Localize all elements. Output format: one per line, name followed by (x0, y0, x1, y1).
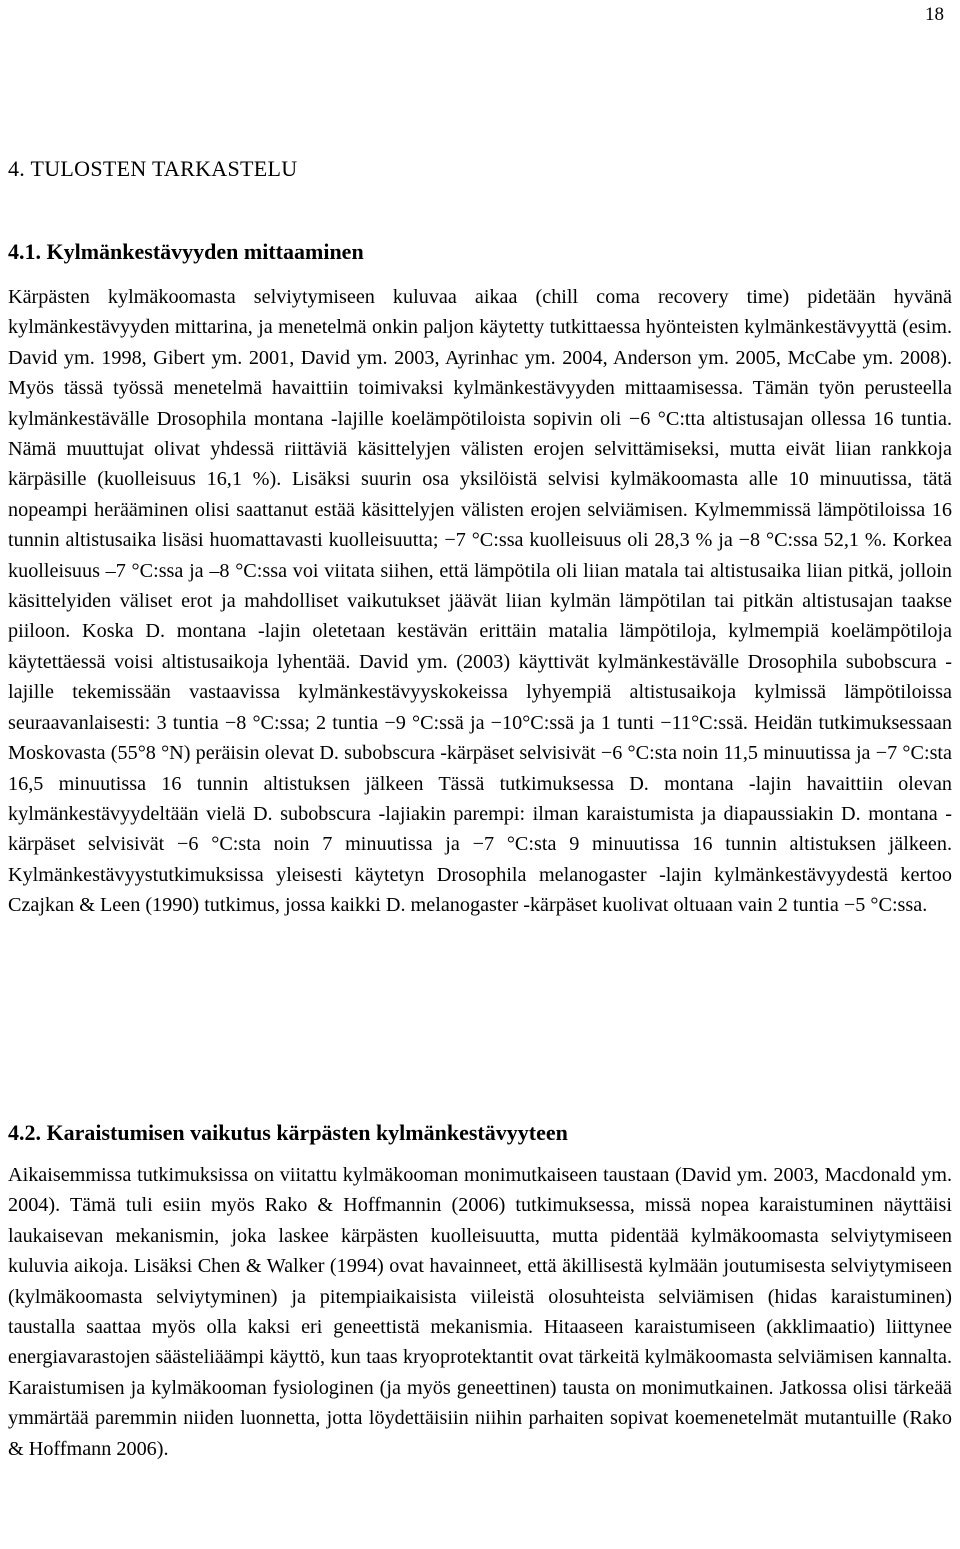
section-heading-4-2: 4.2. Karaistumisen vaikutus kärpästen kylmänkestävyyteen (8, 1120, 568, 1145)
chapter-heading: 4. TULOSTEN TARKASTELU (8, 156, 298, 181)
section-body-4-2: Aikaisemmissa tutkimuksissa on viitattu kylmäkooman monimutkaiseen taustaan (David ym. 2003, Macdonald ym. 2004). Tämä tuli esiin myös Rako & Hoffmannin (2006) tutkimuksessa, missä nopea karaistuminen näyttäisi laukaisevan mekanismin, joka laskee kärpästen kuolleisuutta, mutta pidentää kylmäkoomasta selviytymiseen kuluvia aikoja. Lisäksi Chen & Walker (1994) ovat havainneet, että äkillisestä kylmään joutumisesta selviytymiseen (kylmäkoomasta selviytyminen) ja pitempiaikaisista viileistä olosuhteista selviämisen (hidas karaistuminen) taustalla saattaa myös olla kaksi eri geneettistä mekanismia. Hitaaseen karaistumiseen (akklimaatio) liittynee energiavarastojen säästeliäämpi käyttö, kun taas kryoprotektantit ovat tärkeitä kylmäkoomasta selviämisen kannalta. Karaistumisen ja kylmäkooman fysiologinen (ja myös geneettinen) tausta on monimutkainen. Jatkossa olisi tärkeää ymmärtää paremmin niiden luonnetta, jotta löydettäisiin niihin parhaiten sopivat koemenetelmät mutantuille (Rako & Hoffmann 2006). (8, 1164, 952, 1460)
section-heading-4-1: 4.1. Kylmänkestävyyden mittaaminen (8, 239, 364, 264)
page-number: 18 (925, 4, 944, 25)
section-body-4-1: Kärpästen kylmäkoomasta selviytymiseen kuluvaa aikaa (chill coma recovery time) pidetään hyvänä kylmänkestävyyden mittarina, ja menetelmä onkin paljon käytetty tutkittaessa hyönteisten kylmänkestävyyttä (esim. David ym. 1998, Gibert ym. 2001, David ym. 2003, Ayrinhac ym. 2004, Anderson ym. 2005, McCabe ym. 2008). Myös tässä työssä menetelmä havaittiin toimivaksi kylmänkestävyyden mittaamisessa. Tämän työn perusteella kylmänkestävälle Drosophila montana -lajille koelämpötiloista sopivin oli −6 °C:tta altistusajan ollessa 16 tuntia. Nämä muuttujat olivat yhdessä riittäviä käsittelyjen välisten erojen selvittämiseksi, mutta eivät liian rankkoja kärpäsille (kuolleisuus 16,1 %). Lisäksi suurin osa yksilöistä selvisi kylmäkoomasta alle 10 minuutissa, tätä nopeampi herääminen olisi saattanut estää käsittelyjen välisten erojen selviämisen. Kylmemmissä lämpötiloissa 16 tunnin altistusaika lisäsi huomattavasti kuolleisuutta; −7 °C:ssa kuolleisuus oli 28,3 % ja −8 °C:ssa 52,1 %. Korkea kuolleisuus –7 °C:ssa ja –8 °C:ssa voi viitata siihen, että lämpötila oli liian matala tai altistusaika liian pitkä, jolloin käsittelyiden väliset erot ja mahdolliset vaikutukset jäävät liian kylmän lämpötilan tai pitkän altistusajan taakse piiloon. Koska D. montana -lajin oletetaan kestävän erittäin matalia lämpötiloja, kylmempiä koelämpötiloja käytettäessä voisi altistusaikoja lyhentää. David ym. (2003) käyttivät kylmänkestävälle Drosophila subobscura -lajille tekemissään vastaavissa kylmänkestävyyskokeissa lyhyempiä altistusaikoja kylmissä lämpötiloissa seuraavanlaisesti: 3 tuntia −8 °C:ssa; 2 tuntia −9 °C:ssä ja −10°C:ssä ja 1 tunti −11°C:ssä. Heidän tutkimuksessaan Moskovasta (55°8 °N) peräisin olevat D. subobscura -kärpäset selvisivät −6 °C:sta noin 11,5 minuutissa ja −7 °C:sta 16,5 minuutissa 16 tunnin altistuksen jälkeen Tässä tutkimuksessa D. montana -lajin havaittiin olevan kylmänkestävyydeltään vielä D. subobscura -lajiakin parempi: ilman karaistumista ja diapaussiakin D. montana -kärpäset selvisivät −6 °C:sta noin 7 minuutissa ja −7 °C:sta 9 minuutissa 16 tunnin altistuksen jälkeen. Kylmänkestävyystutkimuksissa yleisesti käytetyn Drosophila melanogaster -lajin kylmänkestävyydestä kertoo Czajkan & Leen (1990) tutkimus, jossa kaikki D. melanogaster -kärpäset kuolivat oltuaan vain 2 tuntia −5 °C:ssa. (8, 286, 952, 917)
